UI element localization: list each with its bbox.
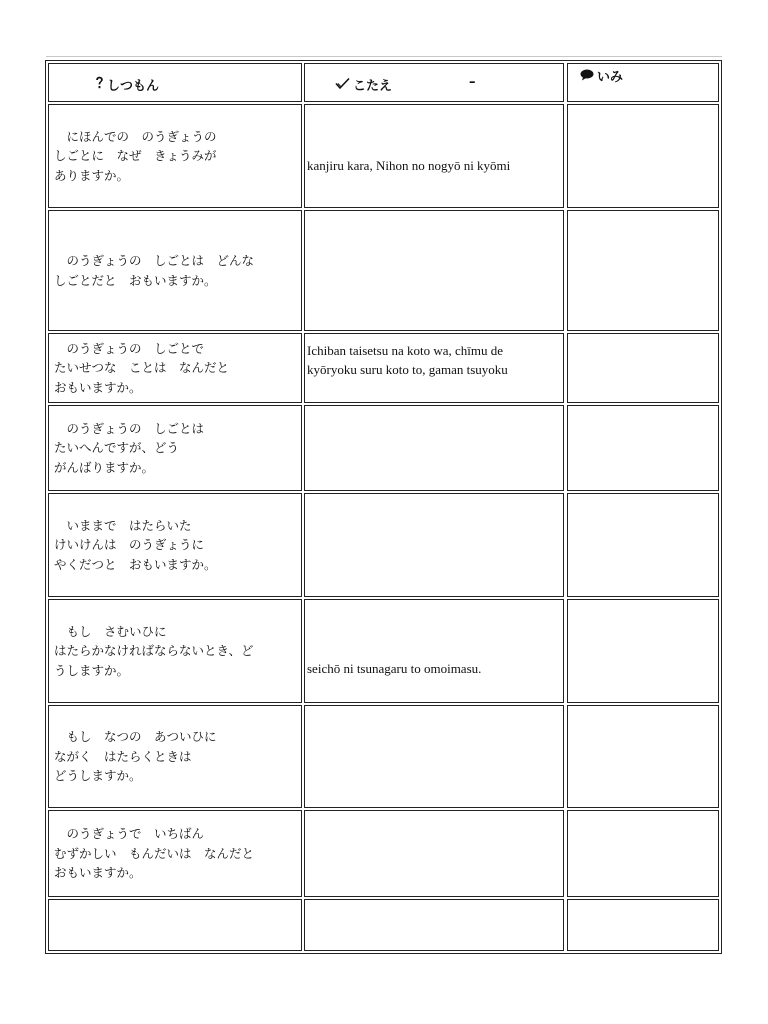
header-answer	[304, 63, 564, 102]
question-cell-2: のうぎょうの しごとは どんな しごとだと おもいますか。	[48, 210, 302, 331]
answer-text-3: Ichiban taisetsu na koto wa, chīmu de kyōryoku suru koto to, gaman tsuyoku	[307, 343, 508, 377]
header-meaning	[567, 63, 719, 102]
speech-bubble-icon	[580, 69, 594, 85]
header-question	[48, 63, 302, 102]
meaning-cell-9[interactable]	[567, 899, 719, 951]
meaning-cell-7[interactable]	[567, 705, 719, 808]
answer-text-1: kanjiru kara, Nihon no nogyō ni kyōmi	[307, 158, 511, 173]
question-cell-7: もし なつの あついひに ながく はたらくときは どうしますか。	[48, 705, 302, 808]
question-cell-6: もし さむいひに はたらかなければならないとき、ど うしますか。	[48, 599, 302, 703]
answer-cell-4[interactable]	[304, 405, 564, 491]
meaning-cell-1[interactable]	[567, 104, 719, 208]
answer-cell-3[interactable]	[304, 333, 564, 403]
answer-text-6: seichō ni tsunagaru to omoimasu.	[307, 661, 482, 676]
meaning-cell-4[interactable]	[567, 405, 719, 491]
question-cell-4: のうぎょうの しごとは たいへんですが、どう がんばりますか。	[48, 405, 302, 491]
question-icon	[95, 76, 104, 94]
question-cell-1: にほんでの のうぎょうの しごとに なぜ きょうみが ありますか。	[48, 104, 302, 208]
answer-cell-5[interactable]	[304, 493, 564, 597]
answer-cell-9[interactable]	[304, 899, 564, 951]
meaning-cell-8[interactable]	[567, 810, 719, 897]
meaning-cell-3[interactable]	[567, 333, 719, 403]
answer-cell-8[interactable]	[304, 810, 564, 897]
header-meaning-label: いみ	[597, 70, 624, 85]
answer-cell-6[interactable]	[304, 599, 564, 703]
question-cell-3: のうぎょうの しごとで たいせつな ことは なんだと おもいますか。	[48, 333, 302, 403]
meaning-cell-5[interactable]	[567, 493, 719, 597]
header-question-label: しつもん	[107, 79, 160, 94]
header-answer-dash: –	[469, 75, 476, 90]
answer-cell-7[interactable]	[304, 705, 564, 808]
top-divider	[46, 56, 722, 57]
check-icon	[335, 77, 350, 94]
header-answer-label: こたえ	[353, 79, 393, 94]
question-cell-5: いままで はたらいた けいけんは のうぎょうに やくだつと おもいますか。	[48, 493, 302, 597]
question-cell-8: のうぎょうで いちばん むずかしい もんだいは なんだと おもいますか。	[48, 810, 302, 897]
answer-cell-1[interactable]	[304, 104, 564, 208]
meaning-cell-6[interactable]	[567, 599, 719, 703]
answer-cell-2[interactable]	[304, 210, 564, 331]
meaning-cell-2[interactable]	[567, 210, 719, 331]
question-cell-9[interactable]	[48, 899, 302, 951]
